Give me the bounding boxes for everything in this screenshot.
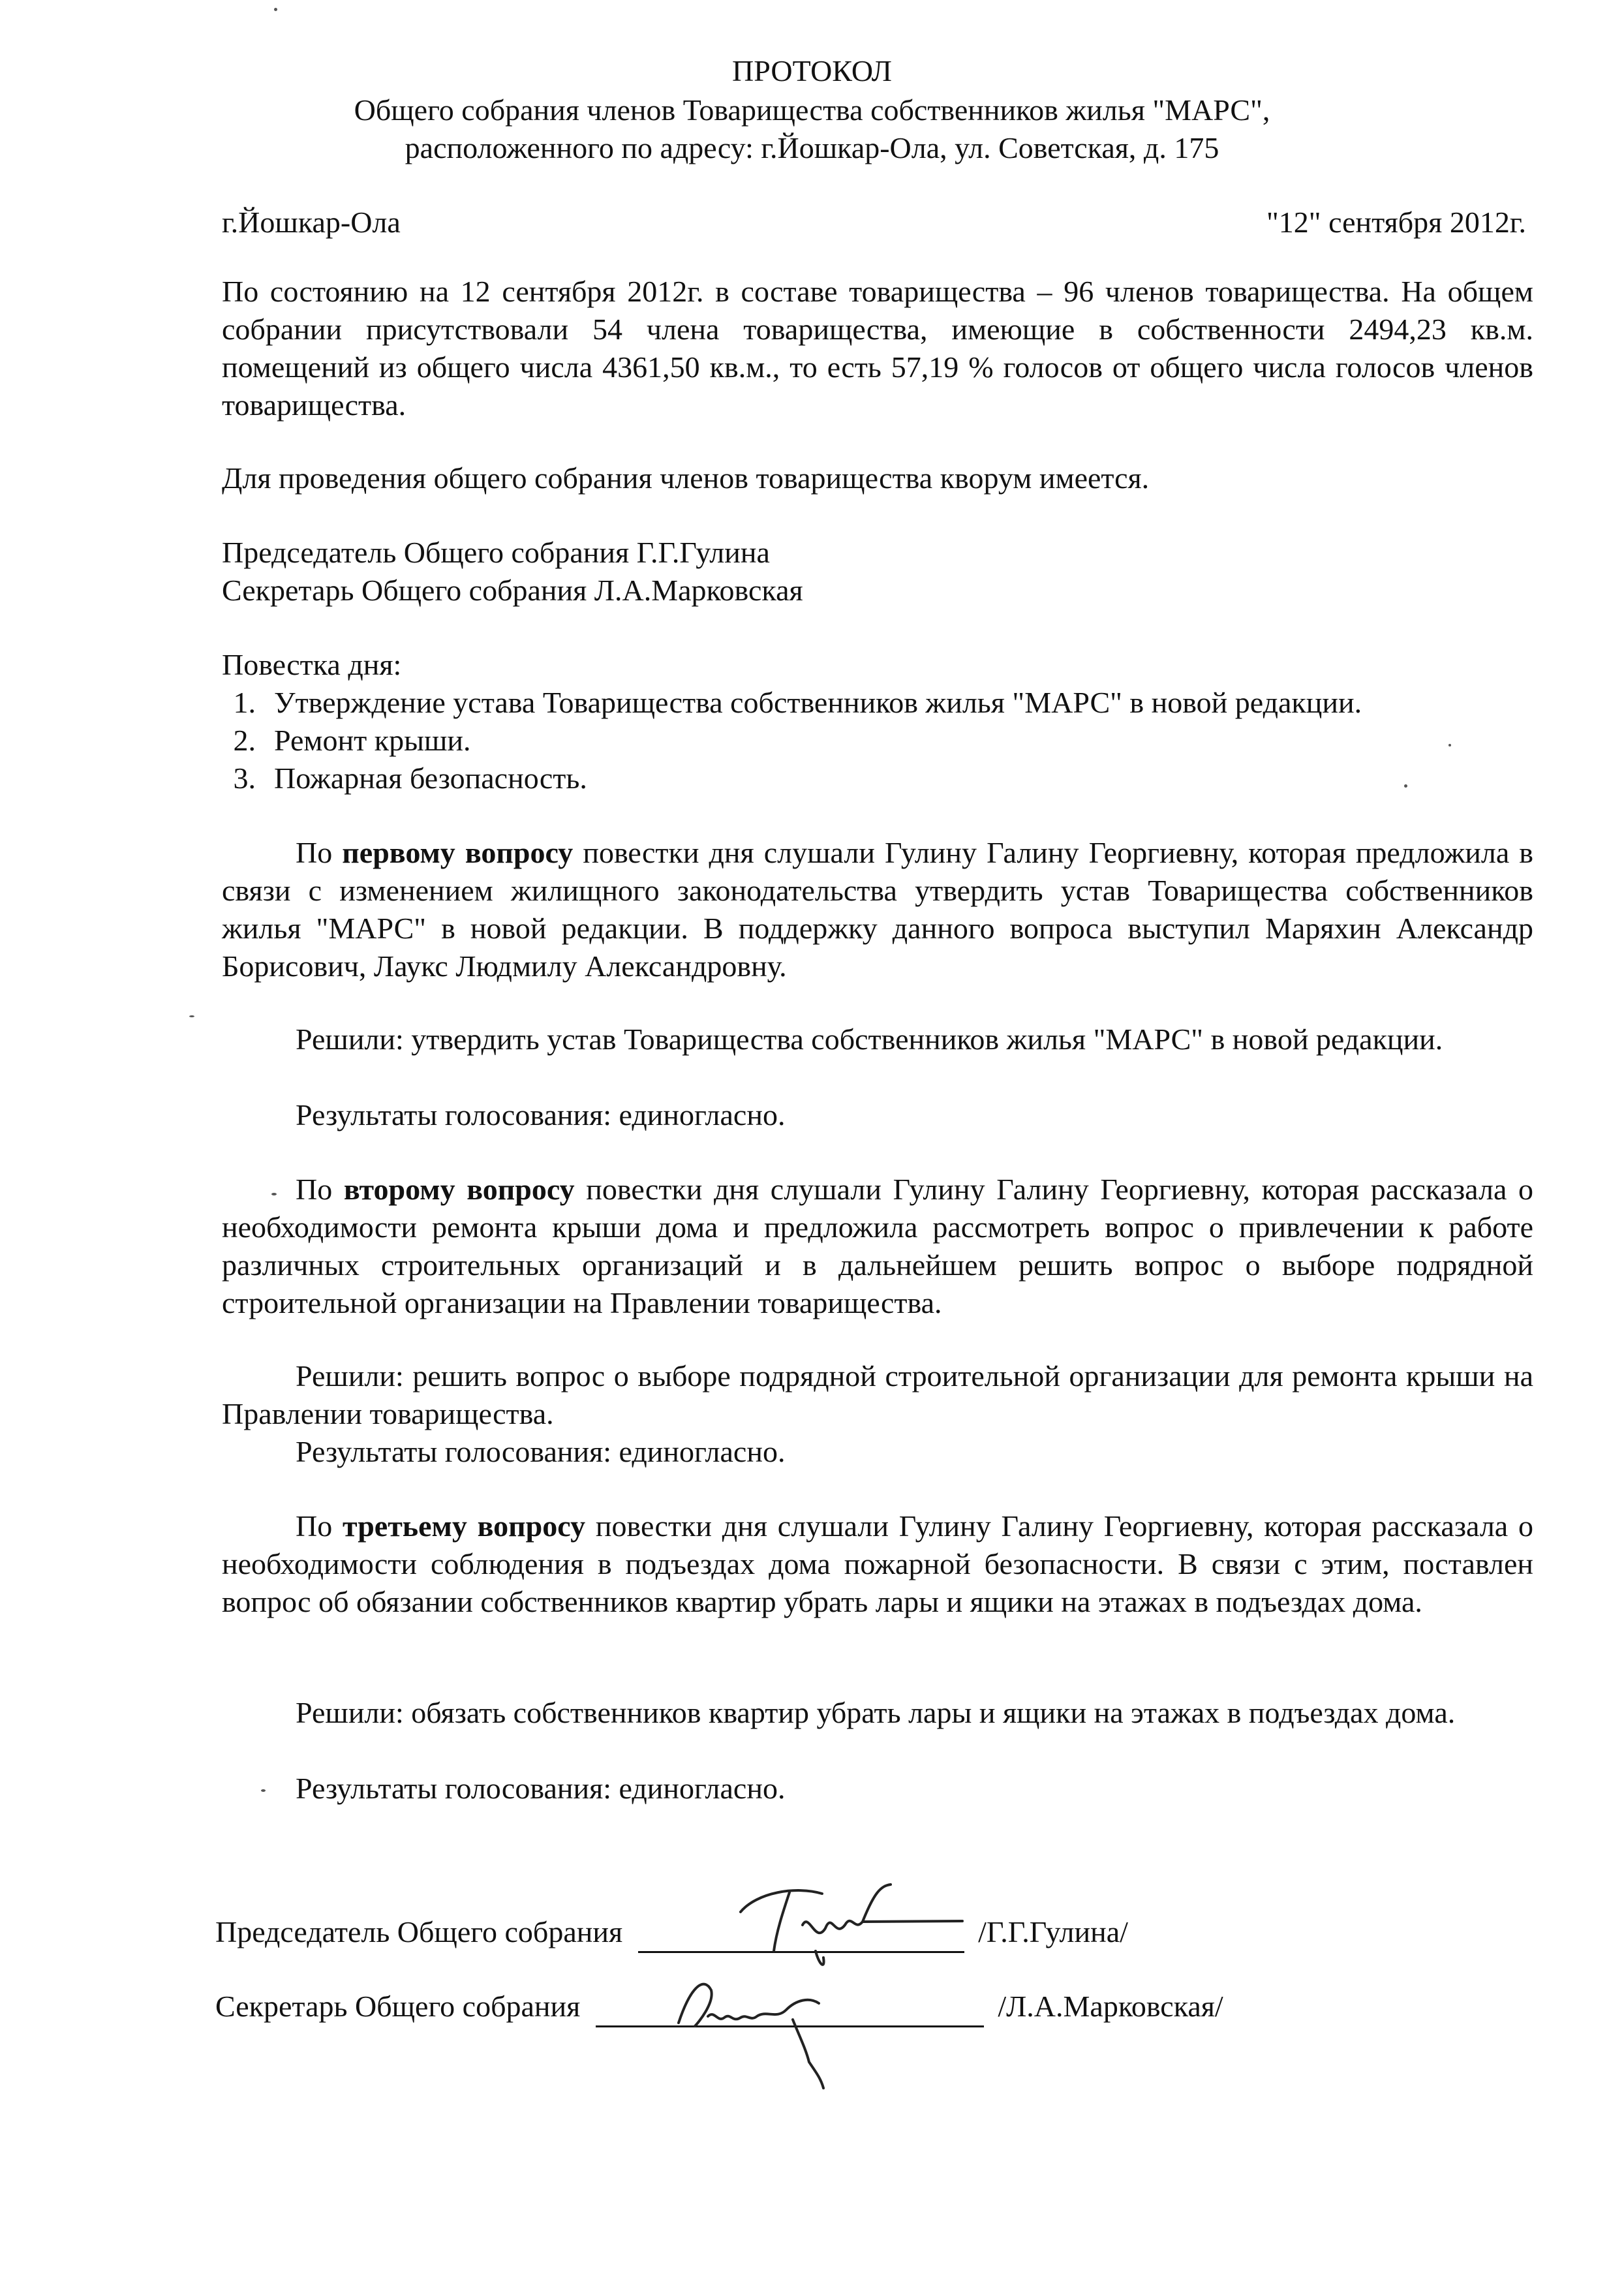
- chair-line: Председатель Общего собрания Г.Г.Гулина: [222, 536, 770, 569]
- scan-speck: [274, 8, 277, 11]
- intro-paragraph: По состоянию на 12 сентября 2012г. в составе товарищества – 96 членов товарищества. На общем собрании присутствовали 54 члена товарищества, имеющие в собственности 2494,23 кв.м. помещений из общего числа 4361,50 кв.м., то есть 57,19 % голосов от общего числа голосов членов товарищества.: [222, 275, 1533, 422]
- agenda-item-number: 2.: [233, 724, 256, 757]
- scan-speck: [1404, 784, 1407, 788]
- question-2-paragraph: [222, 1171, 1533, 1322]
- secretary-line: Секретарь Общего собрания Л.А.Марковская: [222, 574, 803, 607]
- agenda-item-text: Пожарная безопасность.: [274, 762, 587, 795]
- scan-speck: [271, 1193, 277, 1195]
- place: г.Йошкар-Ола: [222, 206, 401, 239]
- secretary-signature-name: /Л.А.Марковская/: [998, 1990, 1223, 2023]
- date: "12" сентября 2012г.: [1266, 206, 1526, 239]
- agenda-item-text: Утверждение устава Товарищества собственников жилья "МАРС" в новой редакции.: [274, 686, 1362, 719]
- question-1-text: повестки дня слушали Гулину Галину Георгиевну, которая предложила в связи с изменением жилищного законодательства утвердить устав Товарищества собственников жилья "МАРС" в новой редакции. В поддержку данного вопроса выступил Маряхин Александр Борисович, Лаукс Людмилу Александровну.: [222, 836, 1534, 983]
- chair-signature-label: Председатель Общего собрания: [215, 1915, 623, 1948]
- agenda-item: [222, 722, 471, 760]
- question-3-result: Результаты голосования: единогласно.: [296, 1772, 786, 1805]
- quorum-text: Для проведения общего собрания членов товарищества кворум имеется.: [222, 461, 1150, 495]
- question-1-pre: По: [296, 836, 333, 869]
- question-3-decision: Решили: обязать собственников квартир убрать лары и ящики на этажах в подъездах дома.: [296, 1696, 1456, 1729]
- question-3-bold: третьему вопросу: [343, 1509, 586, 1543]
- chair-signature-name: /Г.Г.Гулина/: [978, 1915, 1128, 1948]
- agenda-item-text: Ремонт крыши.: [274, 724, 471, 757]
- agenda-item-number: 3.: [233, 762, 256, 795]
- question-2-decision: Решили: решить вопрос о выборе подрядной строительной организации для ремонта крыши на Правлении товарищества.: [222, 1359, 1533, 1430]
- question-1-result: Результаты голосования: единогласно.: [296, 1098, 786, 1131]
- scan-speck: [189, 1015, 194, 1017]
- document-subtitle-line2: расположенного по адресу: г.Йошкар-Ола, ул. Советская, д. 175: [405, 131, 1219, 164]
- question-3-text: повестки дня слушали Гулину Галину Георгиевну, которая рассказала о необходимости соблюдения в подъездах дома пожарной безопасности. В связи с этим, поставлен вопрос об обязании собственников квартир убрать лары и ящики на этажах в подъездах дома.: [222, 1509, 1533, 1618]
- document-subtitle-line1: Общего собрания членов Товарищества собственников жилья "МАРС",: [354, 93, 1270, 127]
- question-1-paragraph: [222, 834, 1533, 985]
- agenda-title: Повестка дня:: [222, 648, 402, 681]
- chair-signature-row: [215, 1913, 1128, 1953]
- agenda-item-number: 1.: [233, 686, 256, 719]
- document-title: ПРОТОКОЛ: [732, 54, 892, 87]
- agenda-item: [222, 760, 587, 797]
- scan-speck: [1448, 744, 1451, 746]
- question-3-paragraph: [222, 1507, 1533, 1621]
- question-2-pre: По: [296, 1173, 333, 1206]
- question-2-text: повестки дня слушали Гулину Галину Георгиевну, которая рассказала о необходимости ремонта крыши дома и предложила рассмотреть вопрос о привлечении к работе различных строительных организаций и в дальнейшем решить вопрос о выборе подрядной строительной организации на Правлении товарищества.: [222, 1173, 1533, 1319]
- scan-speck: [261, 1789, 266, 1792]
- question-1-bold: первому вопросу: [342, 836, 574, 869]
- question-1-decision: Решили: утвердить устав Товарищества собственников жилья "МАРС" в новой редакции.: [296, 1023, 1443, 1056]
- secretary-handwritten-signature: [652, 1958, 887, 2101]
- agenda-item: [222, 684, 1362, 722]
- secretary-signature-label: Секретарь Общего собрания: [215, 1990, 581, 2023]
- question-2-result: Результаты голосования: единогласно.: [296, 1435, 786, 1468]
- question-2-bold: второму вопросу: [343, 1173, 575, 1206]
- question-3-pre: По: [296, 1509, 333, 1543]
